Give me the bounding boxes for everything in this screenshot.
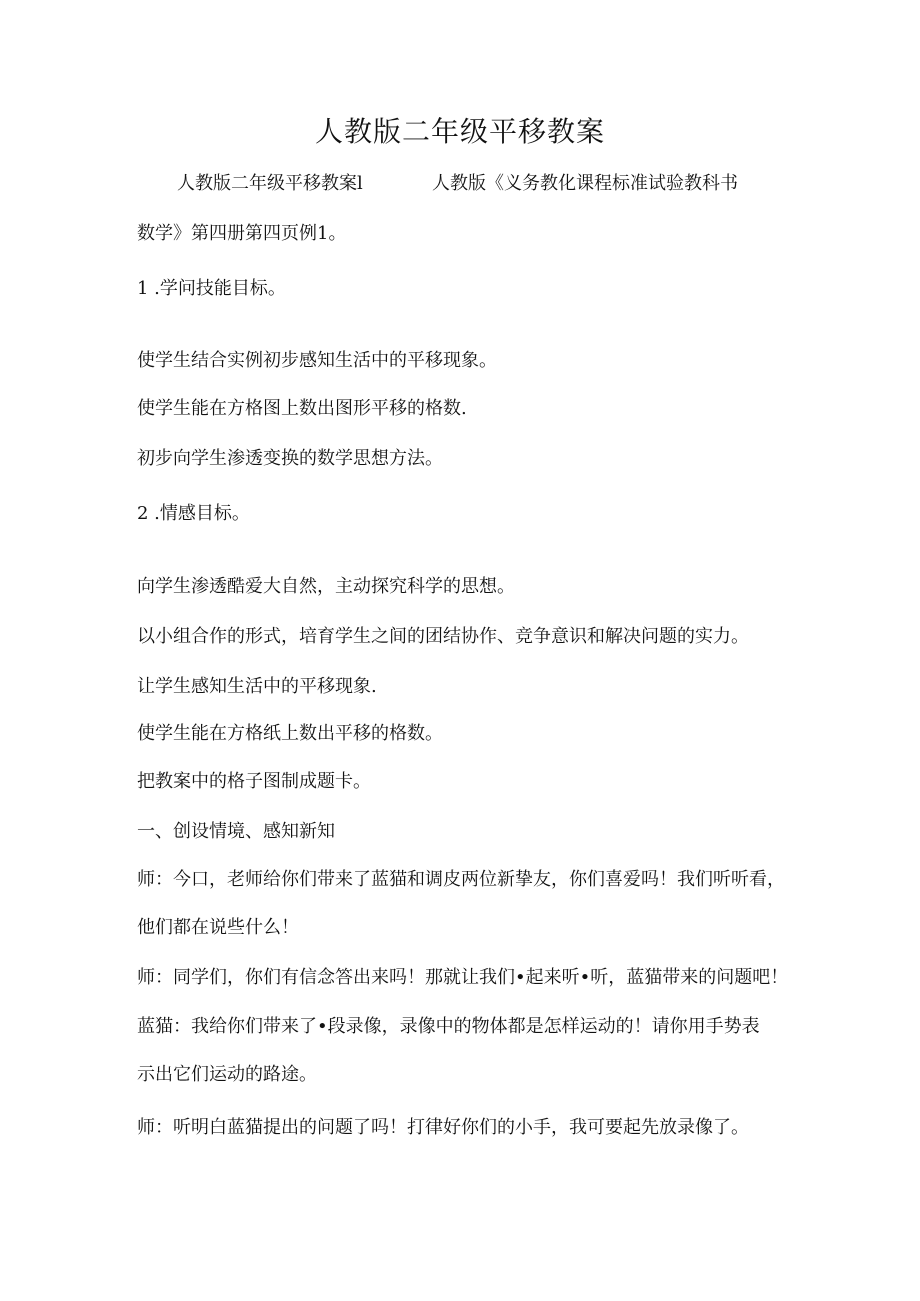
section-heading-emotion: 2 .情感目标。 [137,503,250,524]
document-title: 人教版二年级平移教案 [314,115,605,148]
dialogue-line: 示出它们运动的路途。 [137,1064,317,1085]
paragraph-line: 使学生能在方格纸上数出平移的格数。 [137,723,443,744]
section-heading-knowledge: 1 .学问技能目标。 [137,278,286,299]
paragraph-line: 使学生结合实例初步感知生活中的平移现象。 [137,350,497,371]
paragraph-line: 向学生渗透酷爱大自然，主动探究科学的思想。 [137,576,515,597]
dialogue-line: 师：同学们，你们有信念答出来吗！那就让我们•起来听•听，蓝猫带来的问题吧！ [137,967,789,988]
intro-line-right: 人教版《义务教化课程标准试验教科书 [432,173,738,194]
dialogue-line: 蓝猫：我给你们带来了•段录像，录像中的物体都是怎样运动的！请你用手势表 [137,1016,760,1037]
paragraph-line: 把教案中的格子图制成题卡。 [137,771,371,792]
section-heading-situation: 一、创设情境、感知新知 [137,821,335,842]
paragraph-line: 数学》第四册第四页例1。 [137,223,347,244]
intro-line-left: 人教版二年级平移教案l [177,173,363,194]
paragraph-line: 以小组合作的形式，培育学生之间的团结协作、竞争意识和解决问题的实力。 [137,626,749,647]
dialogue-line: 他们都在说些什么！ [137,917,299,938]
paragraph-line: 初步向学生渗透变换的数学思想方法。 [137,448,443,469]
paragraph-line: 让学生感知生活中的平移现象. [137,676,377,697]
dialogue-line: 师：听明白蓝猫提出的问题了吗！打律好你们的小手，我可要起先放录像了。 [137,1117,749,1138]
paragraph-line: 使学生能在方格图上数出图形平移的格数. [137,398,467,419]
dialogue-line: 师：今口，老师给你们带来了蓝猫和调皮两位新挚友，你们喜爱吗！我们听听看， [137,869,785,890]
